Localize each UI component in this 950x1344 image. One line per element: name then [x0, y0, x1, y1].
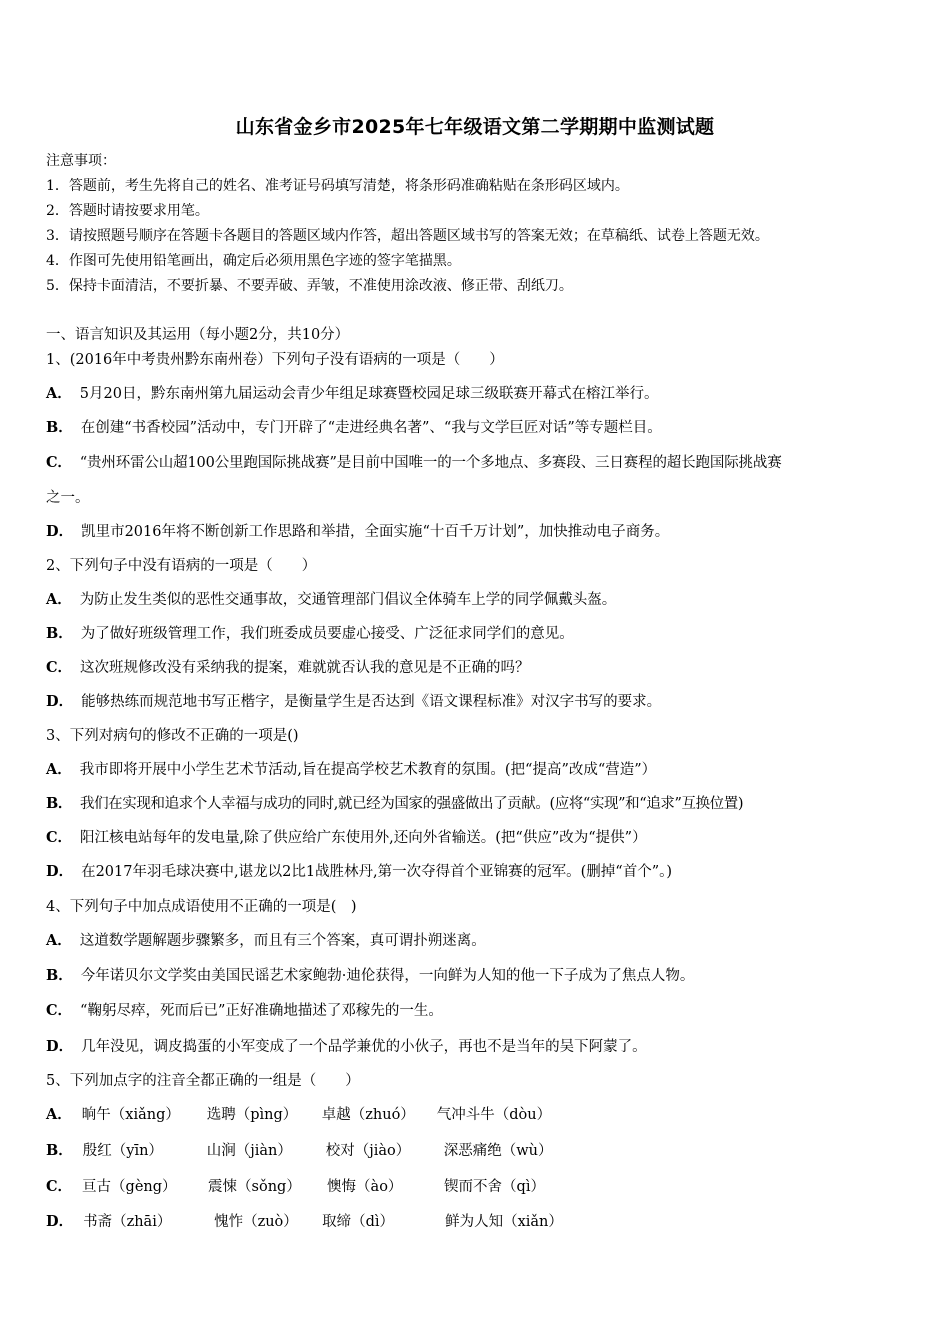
- option-c: [46, 828, 647, 848]
- option-text: 我市即将开展中小学生艺术节活动,旨在提高学校艺术教育的氛围。(把“提高”改成“营造”）: [79, 762, 657, 778]
- option-b: [46, 794, 743, 814]
- question-stem: 2、下列句子中没有语病的一项是（ ）: [46, 558, 317, 574]
- option-text: 为了做好班级管理工作，我们班委成员要虚心接受、广泛征求同学们的意见。: [80, 626, 574, 642]
- option-label: B．: [46, 419, 73, 436]
- option-a: [46, 590, 616, 610]
- option-a: [46, 384, 658, 404]
- option-text: 凯里市2016年将不断创新工作思路和举措，全面实施“十百千万计划”，加快推动电子商务。: [81, 524, 670, 540]
- pinyin-word: 书斋（zhāi）: [83, 1214, 172, 1230]
- question-stem: 3、下列对病句的修改不正确的一项是(): [46, 728, 299, 744]
- option-text: 今年诺贝尔文学奖由美国民谣艺术家鲍勃·迪伦获得，一向鲜为人知的他一下子成为了焦点人物。: [80, 968, 695, 984]
- option-text: 在创建“书香校园”活动中，专门开辟了“走进经典名著”、“我与文学巨匠对话”等专题栏目。: [80, 420, 662, 436]
- option-label: A．: [46, 932, 72, 949]
- pinyin-word: 气冲斗牛（dòu）: [436, 1107, 552, 1123]
- notes-item: 3．请按照题号顺序在答题卡各题目的答题区域内作答，超出答题区域书写的答案无效；在草稿纸、试卷上答题无效。: [46, 228, 769, 244]
- option-c: [46, 1177, 545, 1197]
- option-label: C．: [46, 829, 73, 846]
- option-a: [46, 1105, 551, 1125]
- option-label: C．: [46, 1178, 73, 1195]
- option-c: [46, 453, 782, 473]
- option-label: C．: [46, 659, 73, 676]
- option-text: 这道数学题解题步骤繁多，而且有三个答案，真可谓扑朔迷离。: [79, 933, 486, 949]
- notes-item: 1．答题前，考生先将自己的姓名、准考证号码填写清楚，将条形码准确粘贴在条形码区域内。: [46, 178, 629, 194]
- option-label: B．: [46, 625, 73, 642]
- pinyin-word: 山涧（jiàn）: [206, 1143, 292, 1159]
- option-c: [46, 658, 530, 678]
- pinyin-word: 晌午（xiǎng）: [81, 1107, 180, 1123]
- option-label: A．: [46, 761, 72, 778]
- question-stem: 4、下列句子中加点成语使用不正确的一项是( ): [46, 899, 357, 915]
- option-label: B．: [46, 967, 73, 984]
- pinyin-word: 深恶痛绝（wù）: [443, 1143, 553, 1159]
- option-label: A．: [46, 1106, 72, 1123]
- pinyin-word: 鲜为人知（xiǎn）: [445, 1214, 563, 1230]
- option-label: D．: [46, 523, 74, 540]
- pinyin-word: 锲而不舍（qì）: [444, 1179, 545, 1195]
- page-title: 山东省金乡市2025年七年级语文第二学期期中监测试题: [235, 116, 715, 138]
- option-text: 5月20日，黔东南州第九届运动会青少年组足球赛暨校园足球三级联赛开幕式在榕江举行。: [79, 386, 659, 402]
- option-b: [46, 966, 694, 986]
- pinyin-word: 选聘（pìng）: [206, 1107, 298, 1123]
- notes-item: 2．答题时请按要求用笔。: [46, 203, 209, 219]
- option-text: 阳江核电站每年的发电量,除了供应给广东使用外,还向外省输送。(把“供应”改为“提供”）: [80, 830, 647, 846]
- pinyin-word: 殷红（yīn）: [82, 1143, 163, 1159]
- option-d: [46, 1037, 647, 1057]
- pinyin-word: 震悚（sǒng）: [208, 1179, 301, 1195]
- option-c: [46, 1001, 443, 1021]
- option-text: “贵州环雷公山超100公里跑国际挑战赛”是目前中国唯一的一个多地点、多赛段、三日赛程的超长跑国际挑战赛: [79, 455, 782, 471]
- section-heading: 一、语言知识及其运用（每小题2分，共10分）: [46, 327, 350, 343]
- option-label: B．: [46, 795, 72, 812]
- question-stem: 5、下列加点字的注音全都正确的一组是（ ）: [46, 1073, 360, 1089]
- notes-item: 4．作图可先使用铅笔画出，确定后必须用黑色字迹的签字笔描黑。: [46, 253, 461, 269]
- option-text: “鞠躬尽瘁，死而后已”正好准确地描述了邓稼先的一生。: [80, 1003, 443, 1019]
- option-text: 为防止发生类似的恶性交通事故，交通管理部门倡议全体骑车上学的同学佩戴头盔。: [79, 592, 617, 608]
- pinyin-word: 校对（jiào）: [325, 1143, 411, 1159]
- option-label: C．: [46, 1002, 73, 1019]
- option-label: D．: [46, 693, 74, 710]
- pinyin-word: 懊悔（ào）: [327, 1179, 403, 1195]
- option-b: [46, 624, 574, 644]
- notes-heading: 注意事项：: [46, 153, 116, 169]
- option-label: D．: [46, 1038, 74, 1055]
- pinyin-word: 卓越（zhuó）: [321, 1107, 415, 1123]
- question-stem: 1、(2016年中考贵州黔东南州卷）下列句子没有语病的一项是（ ）: [46, 352, 504, 368]
- option-d: [46, 862, 672, 882]
- option-text: 我们在实现和追求个人幸福与成功的同时,就已经为国家的强盛做出了贡献。(应将“实现”和“追求”互换位置): [79, 796, 744, 812]
- option-b: [46, 1141, 553, 1161]
- option-a: [46, 760, 656, 780]
- pinyin-word: 取缔（dì）: [322, 1214, 394, 1230]
- notes-item: 5．保持卡面清洁，不要折暴、不要弄破、弄皱，不准使用涂改液、修正带、刮纸刀。: [46, 278, 573, 294]
- pinyin-word: 亘古（gèng）: [82, 1179, 177, 1195]
- option-label: A．: [46, 591, 72, 608]
- option-text: 几年没见，调皮捣蛋的小军变成了一个品学兼优的小伙子，再也不是当年的吴下阿蒙了。: [81, 1039, 647, 1055]
- option-label: A．: [46, 385, 72, 402]
- option-d: [46, 692, 661, 712]
- option-b: [46, 418, 662, 438]
- option-d: [46, 522, 669, 542]
- pinyin-word: 愧怍（zuò）: [214, 1214, 298, 1230]
- option-label: C．: [46, 454, 72, 471]
- option-text: 这次班规修改没有采纳我的提案，难就就否认我的意见是不正确的吗？: [80, 660, 530, 676]
- option-label: B．: [46, 1142, 73, 1159]
- option-a: [46, 931, 486, 951]
- option-text: 能够热练而规范地书写正楷字，是衡量学生是否达到《语文课程标准》对汉字书写的要求。: [81, 694, 662, 710]
- option-d: [46, 1212, 563, 1232]
- option-label: D．: [46, 863, 74, 880]
- option-c-continuation: 之一。: [46, 490, 90, 506]
- option-label: D．: [46, 1213, 74, 1230]
- option-text: 在2017年羽毛球决赛中,谌龙以2比1战胜林丹,第一次夺得首个亚锦赛的冠军。(删掉“首个”。): [81, 864, 673, 880]
